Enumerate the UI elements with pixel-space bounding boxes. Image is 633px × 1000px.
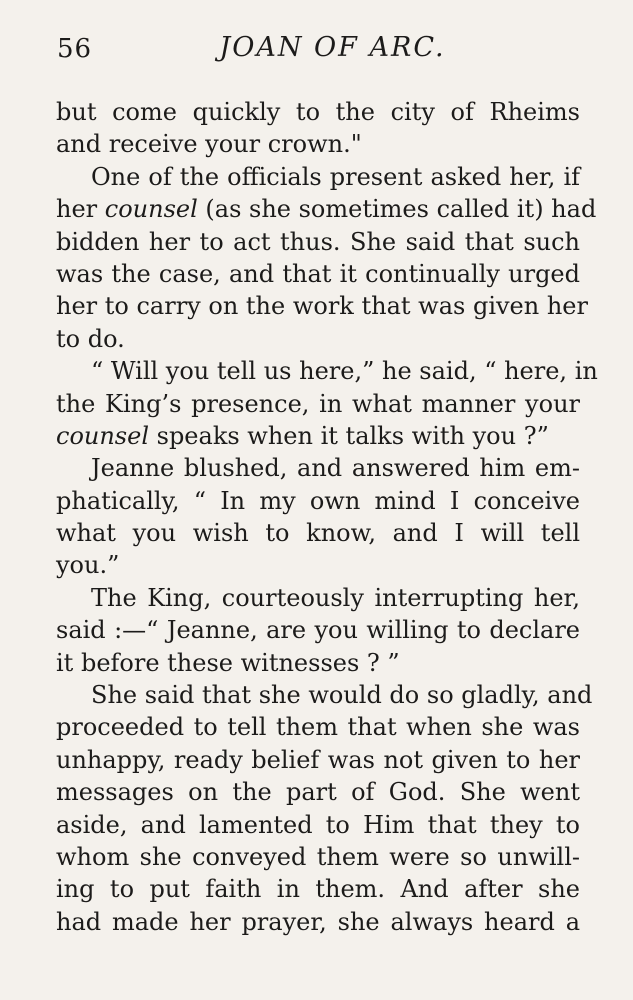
text-line-5: bidden her to act thus. She said that such (56, 227, 580, 256)
text-line-11 (56, 420, 580, 452)
text-segment: her (56, 195, 105, 224)
text-line-26: had made her prayer, she always heard a (56, 907, 580, 936)
text-line-1: but come quickly to the city of Rheims (56, 98, 580, 126)
text-line-17: said :—“ Jeanne, are you willing to declare (56, 616, 580, 645)
text-line-10: the King’s presence, in what manner your (56, 389, 580, 418)
text-line-3: One of the officials present asked her, if (91, 162, 580, 191)
text-line-16: The King, courteously interrupting her, (91, 583, 580, 612)
text-line-20: proceeded to tell them that when she was (56, 713, 580, 742)
text-segment: speaks when it talks with you ?” (149, 421, 549, 450)
text-line-15: you.” (56, 551, 120, 580)
text-line-4 (56, 193, 597, 225)
running-title: JOAN OF ARC. (219, 32, 446, 63)
italic-word-counsel: counsel (104, 195, 198, 224)
text-segment: (as she sometimes called it) had (197, 195, 597, 224)
text-line-12: Jeanne blushed, and answered him em- (91, 454, 580, 483)
text-line-13: phatically, “ In my own mind I conceive (56, 486, 580, 515)
body-text (56, 96, 598, 938)
text-line-9: “ Will you tell us here,” he said, “ here, in (91, 357, 598, 386)
italic-word-counsel: counsel (56, 421, 149, 450)
text-line-7: her to carry on the work that was given her (56, 292, 588, 321)
text-line-22: messages on the part of God. She went (56, 778, 580, 807)
text-line-24: whom she conveyed them were so unwill- (56, 842, 580, 871)
text-line-25: ing to put faith in them. And after she (56, 875, 580, 904)
text-line-19: She said that she would do so gladly, and (91, 681, 593, 710)
text-line-2: and receive your crown." (56, 130, 362, 159)
text-line-8: to do. (56, 324, 125, 353)
text-line-18: it before these witnesses ? ” (56, 648, 400, 677)
text-line-21: unhappy, ready belief was not given to her (56, 745, 580, 774)
text-line-23: aside, and lamented to Him that they to (56, 810, 580, 839)
page-number: 56 (57, 34, 93, 64)
text-line-14: what you wish to know, and I will tell (56, 519, 580, 548)
text-line-6: was the case, and that it continually urged (56, 259, 580, 288)
